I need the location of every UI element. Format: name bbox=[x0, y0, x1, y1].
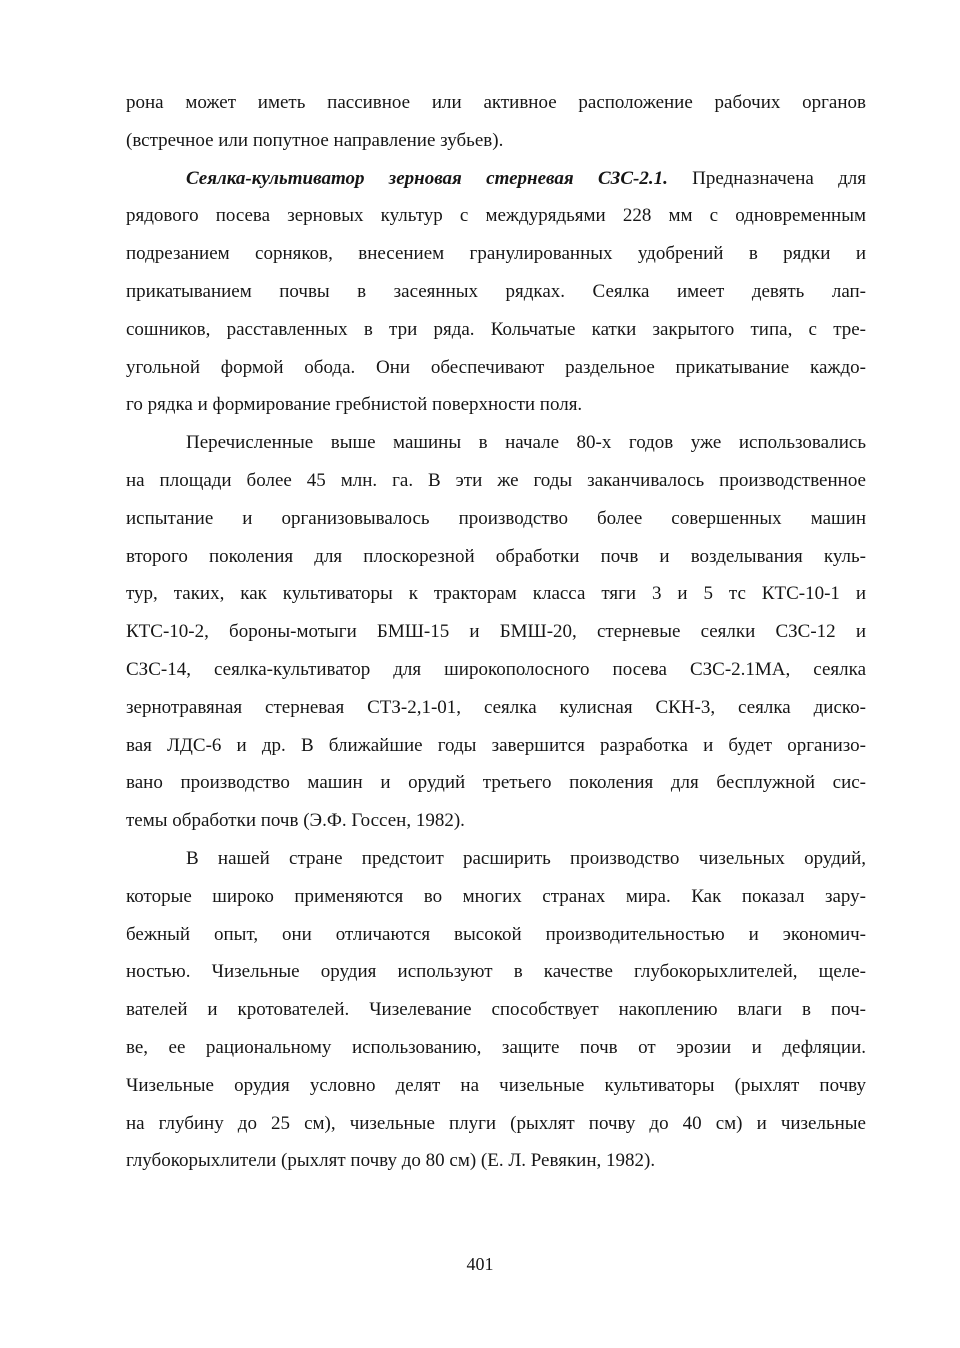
text-line: КТС-10-2, бороны-мотыги БМШ-15 и БМШ-20, стерневые сеялки СЗС-12 и bbox=[126, 621, 866, 643]
text-line bbox=[126, 160, 866, 198]
text-line: подрезанием сорняков, внесением гранулированных удобрений в рядки и bbox=[126, 243, 866, 265]
text-line: (встречное или попутное направление зубьев). bbox=[126, 129, 504, 151]
paragraph-lead-heading: Сеялка-культиватор зерновая стерневая СЗС-2.1. bbox=[186, 167, 668, 189]
paragraph-2 bbox=[126, 160, 866, 425]
text-line: испытание и организовывалось производство более совершенных машин bbox=[126, 507, 866, 529]
text-line: на площади более 45 млн. га. В эти же годы заканчивалось производственное bbox=[126, 469, 866, 491]
text-line: го рядка и формирование гребнистой поверхности поля. bbox=[126, 394, 583, 416]
text-line: на глубину до 25 см), чизельные плуги (рыхлят почву до 40 см) и чизельные bbox=[126, 1112, 866, 1134]
paragraph-1 bbox=[126, 84, 866, 160]
text-line: вано производство машин и орудий третьего поколения для бесплужной сис- bbox=[126, 772, 866, 794]
text-line: темы обработки почв (Э.Ф. Госсен, 1982). bbox=[126, 810, 465, 832]
paragraph-4 bbox=[126, 840, 866, 1180]
text-line: вателей и кротователей. Чизелевание способствует накоплению влаги в поч- bbox=[126, 999, 866, 1021]
text-line: второго поколения для плоскорезной обработки почв и возделывания куль- bbox=[126, 545, 866, 567]
text-line: СЗС-14, сеялка-культиватор для широкополосного посева СЗС-2.1МА, сеялка bbox=[126, 658, 866, 680]
text-line: которые широко применяются во многих странах мира. Как показал зару- bbox=[126, 885, 866, 907]
text-line: рона может иметь пассивное или активное расположение рабочих органов bbox=[126, 92, 866, 113]
text-fragment: Предназначена для bbox=[667, 167, 866, 189]
text-line: вая ЛДС-6 и др. В ближайшие годы завершится разработка и будет организо- bbox=[126, 734, 866, 756]
text-line: ве, ее рациональному использованию, защите почв от эрозии и дефляции. bbox=[126, 1036, 866, 1058]
text-line: рядового посева зерновых культур с междурядьями 228 мм с одновременным bbox=[126, 205, 866, 227]
text-line: тур, таких, как культиваторы к тракторам класса тяги 3 и 5 тс КТС-10-1 и bbox=[126, 583, 866, 605]
text-line: бежный опыт, они отличаются высокой производительностью и экономич- bbox=[126, 923, 866, 945]
text-line: Перечисленные выше машины в начале 80-х годов уже использовались bbox=[186, 432, 866, 454]
text-line: глубокорыхлители (рыхлят почву до 80 см) (Е. Л. Ревякин, 1982). bbox=[126, 1150, 656, 1172]
body-text bbox=[126, 84, 866, 1180]
text-line: ностью. Чизельные орудия используют в качестве глубокорыхлителей, щеле- bbox=[126, 961, 866, 983]
text-line: угольной формой обода. Они обеспечивают раздельное прикатывание каждо- bbox=[126, 356, 866, 378]
text-line: В нашей стране предстоит расширить производство чизельных орудий, bbox=[186, 847, 866, 869]
paragraph-3 bbox=[126, 424, 866, 840]
text-line: прикатыванием почвы в засеянных рядках. Сеялка имеет девять лап- bbox=[126, 280, 866, 302]
text-line: сошников, расставленных в три ряда. Кольчатые катки закрытого типа, с тре- bbox=[126, 318, 866, 340]
text-line: Чизельные орудия условно делят на чизельные культиваторы (рыхлят почву bbox=[126, 1074, 866, 1096]
page-number: 401 bbox=[466, 1254, 494, 1274]
text-line: зернотравяная стерневая СТЗ-2,1-01, сеялка кулисная СКН-3, сеялка диско- bbox=[126, 696, 866, 718]
